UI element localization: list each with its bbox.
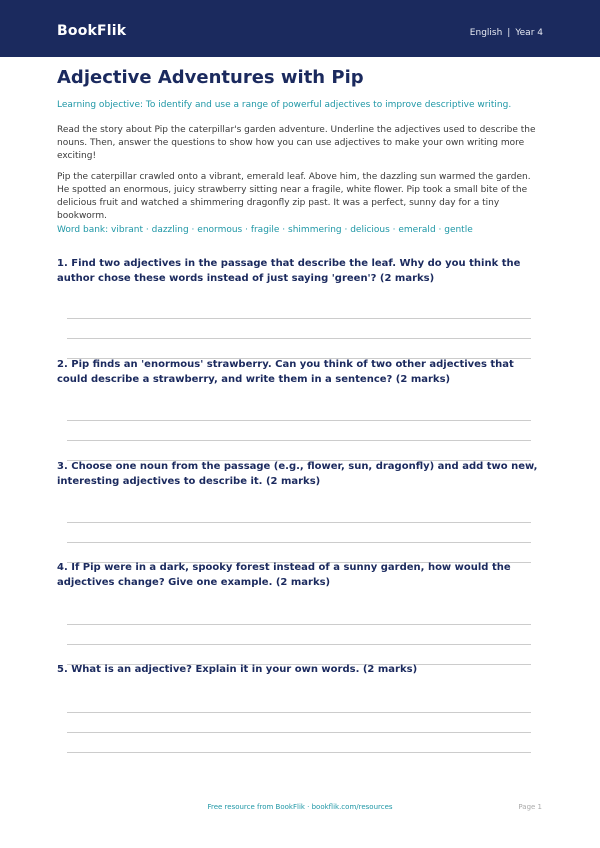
worksheet-title: Adjective Adventures with Pip <box>57 67 364 88</box>
answer-line[interactable] <box>67 338 531 339</box>
subject-year-label <box>470 28 543 38</box>
footer-credit: Free resource from BookFlik · bookflik.com/resources <box>207 803 393 811</box>
subject-label: English <box>469 28 503 38</box>
question-1: 1. Find two adjectives in the passage that describe the leaf. Why do you think the author chose these words instead of just saying 'green'? (2 marks) <box>57 258 521 284</box>
answer-line[interactable] <box>67 732 531 733</box>
word-bank: Word bank: vibrant · dazzling · enormous · fragile · shimmering · delicious · emerald · gentle <box>57 225 473 235</box>
answer-line[interactable] <box>67 522 531 523</box>
answer-line[interactable] <box>67 440 531 441</box>
answer-line[interactable] <box>67 752 531 753</box>
separator: | <box>507 28 511 38</box>
year-label: Year 4 <box>515 28 543 38</box>
answer-line[interactable] <box>67 712 531 713</box>
answer-line[interactable] <box>67 644 531 645</box>
story-passage: Pip the caterpillar crawled onto a vibrant, emerald leaf. Above him, the dazzling sun warmed the garden. He spotted an enormous, juicy strawberry sitting near a fragile, white flower. Pip took a small bite of the delicious fruit and watched a shimmering dragonfly zip past. It was a perfect, sunny day for a tiny bookworm. <box>57 172 531 221</box>
answer-line[interactable] <box>67 420 531 421</box>
question-4: 4. If Pip were in a dark, spooky forest instead of a sunny garden, how would the adjectives change? Give one example. (2 marks) <box>57 562 511 588</box>
page-header <box>0 0 600 57</box>
answer-line[interactable] <box>67 318 531 319</box>
page-number: Page 1 <box>518 803 542 811</box>
question-5: 5. What is an adjective? Explain it in your own words. (2 marks) <box>57 664 418 675</box>
answer-line[interactable] <box>67 624 531 625</box>
learning-objective: Learning objective: To identify and use a range of powerful adjectives to improve descriptive writing. <box>57 100 512 110</box>
answer-line[interactable] <box>67 542 531 543</box>
question-3: 3. Choose one noun from the passage (e.g., flower, sun, dragonfly) and add two new, interesting adjectives to describe it. (2 marks) <box>57 461 538 487</box>
question-2: 2. Pip finds an 'enormous' strawberry. Can you think of two other adjectives that could describe a strawberry, and write them in a sentence? (2 marks) <box>57 359 514 385</box>
instructions: Read the story about Pip the caterpillar's garden adventure. Underline the adjectives used to describe the nouns. Then, answer the questions to show how you can use adjectives to make your own writing more exciting! <box>57 125 536 161</box>
brand-logo: BookFlik <box>57 23 127 39</box>
